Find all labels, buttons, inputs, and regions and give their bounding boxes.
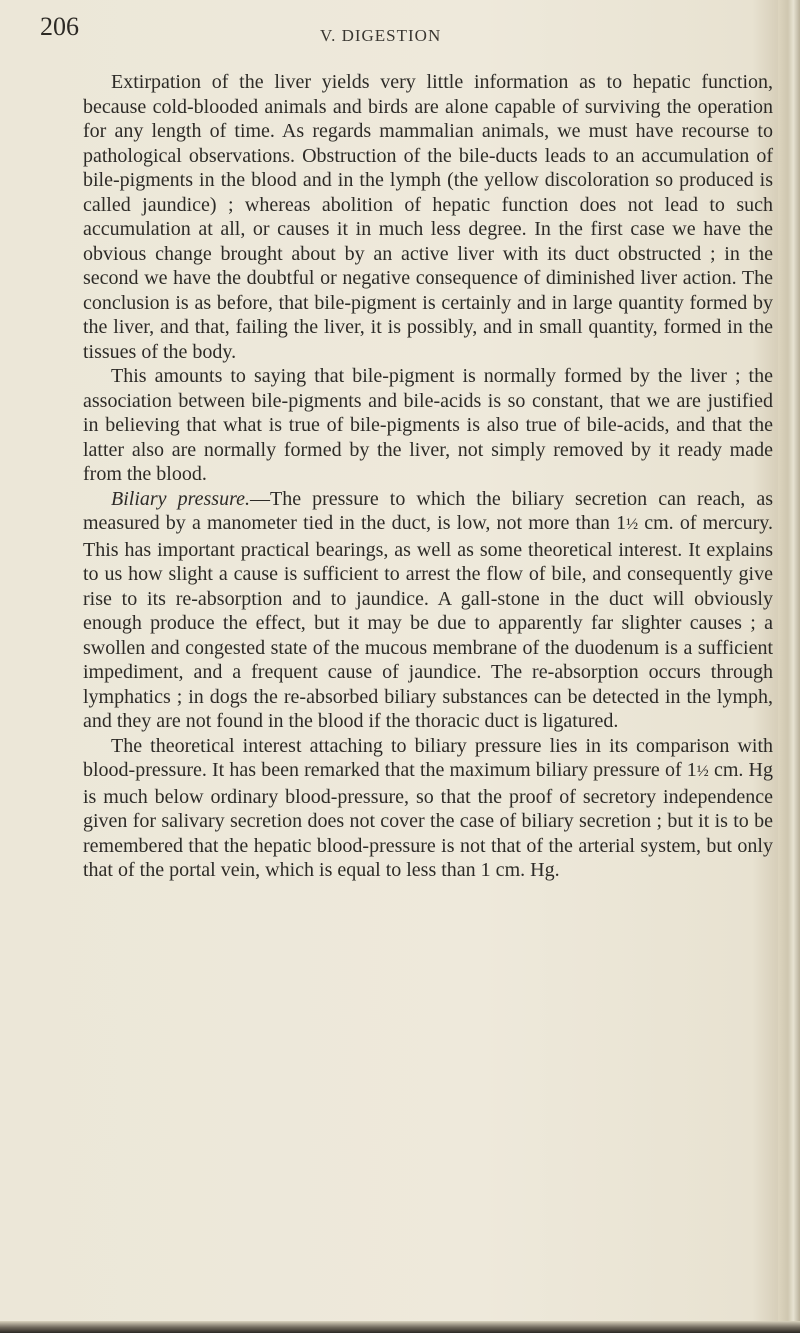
fraction-half: ½ — [696, 763, 709, 780]
body-text — [83, 70, 773, 883]
paragraph-1: Extirpation of the liver yields very little information as to hepatic function, because cold-blooded animals and birds are alone capable of surviving the operation for any length of time. As regards mammalian animals, we must have recourse to pathological observations. Obstruction of the bile-ducts leads to an accumulation of bile-pigments in the blood and in the lymph (the yellow discoloration so produced is called jaundice) ; whereas abolition of hepatic function does not lead to such accumulation at all, or causes it in much less degree. In the first case we have the obvious change brought about by an active liver with its duct obstructed ; in the second we have the doubtful or negative consequence of diminished liver action. The conclusion is as before, that bile-pigment is certainly and in large quantity formed by the liver, and that, failing the liver, it is possibly, and in small quantity, formed in the tissues of the body. — [83, 71, 773, 363]
running-head: V. DIGESTION — [320, 26, 442, 45]
paragraph-3-text-a: —The pressure to which the biliary secretion can reach, as measured by a manometer tied in the duct, is low, not more than 1 — [83, 487, 773, 534]
paragraph-4 — [83, 734, 773, 883]
paragraph-2: This amounts to saying that bile-pigment is normally formed by the liver ; the association between bile-pigments and bile-acids is so constant, that we are justified in believing that what is true of bile-pigments is also true of bile-acids, and that the latter also are normally formed by the liver, not simply removed by it ready made from the blood. — [83, 365, 773, 485]
page-bottom-edge — [0, 1321, 800, 1333]
page-edge-shadow — [778, 0, 800, 1333]
page-number: 206 — [40, 12, 79, 41]
paragraph-4-text-a: The theoretical interest attaching to biliary pressure lies in its comparison with blood-pressure. It has been remarked that the maximum biliary pressure of 1 — [83, 734, 773, 781]
fraction-half: ½ — [626, 516, 639, 533]
page-header — [40, 12, 740, 52]
paragraph-3-text-b: cm. of mercury. This has important practical bearings, as well as some theoretical interest. It explains to us how slight a cause is sufficient to arrest the flow of bile, and consequently give rise to its re-absorption and to jaundice. A gall-stone in the duct will obviously enough produce the effect, but it may be due to apparently far slighter causes ; a swollen and congested state of the mucous membrane of the duodenum is a sufficient impediment, and a frequent cause of jaundice. The re-absorption occurs through lymphatics ; in dogs the re-absorbed biliary substances can be detected in the lymph, and they are not found in the blood if the thoracic duct is ligatured. — [83, 512, 773, 732]
section-run-in-heading: Biliary pressure. — [111, 487, 250, 510]
paragraph-4-text-b: cm. Hg is much below ordinary blood-pressure, so that the proof of secretory independence given for salivary secretion does not cover the case of biliary secretion ; but it is to be remembered that the hepatic blood-pressure is not that of the arterial system, but only that of the portal vein, which is equal to less than 1 cm. Hg. — [83, 759, 773, 881]
paragraph-3 — [83, 487, 773, 734]
